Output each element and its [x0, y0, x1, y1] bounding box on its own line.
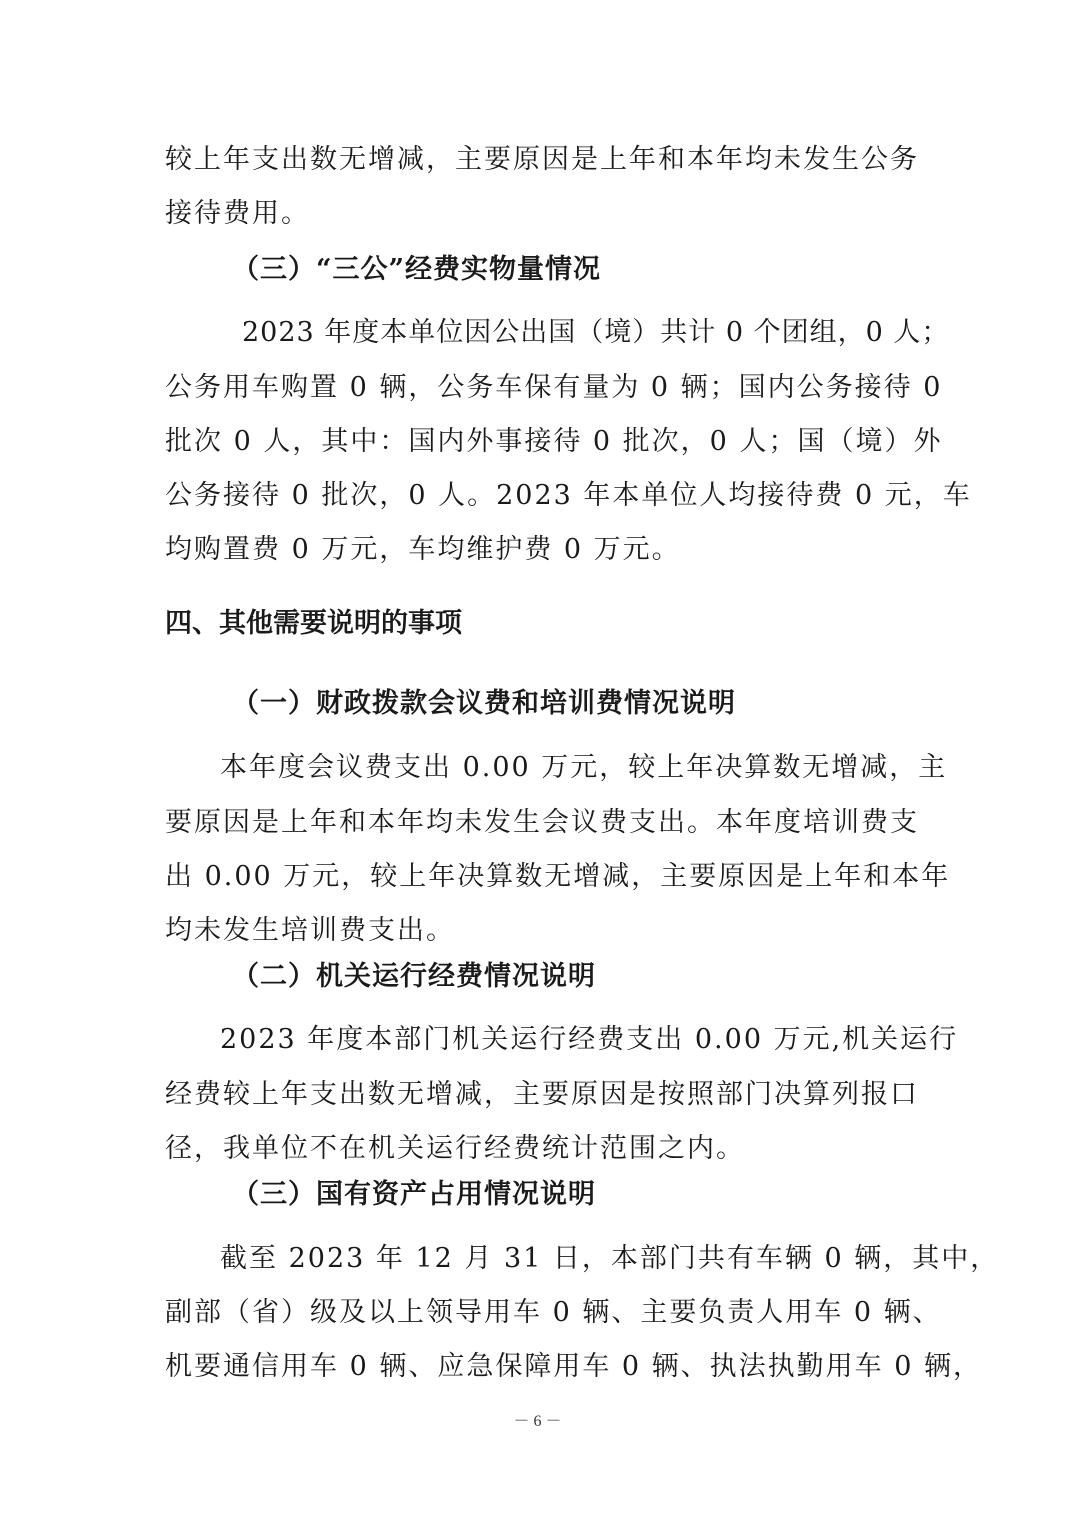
subsection-heading-meeting-training: （一）财政拨款会议费和培训费情况说明	[232, 688, 736, 719]
paragraph-line: 径，我单位不在机关运行经费统计范围之内。	[165, 1133, 745, 1164]
subsection-heading-three-public: （三）“三公”经费实物量情况	[232, 254, 602, 285]
paragraph-line: 2023 年度本单位因公出国（境）共计 0 个团组，0 人；	[242, 317, 950, 348]
paragraph-line: 副部（省）级及以上领导用车 0 辆、主要负责人用车 0 辆、	[165, 1297, 942, 1328]
paragraph-line: 要原因是上年和本年均未发生会议费支出。本年度培训费支	[165, 807, 919, 838]
paragraph-line: 均未发生培训费支出。	[165, 915, 455, 946]
paragraph-line: 机要通信用车 0 辆、应急保障用车 0 辆、执法执勤用车 0 辆，	[165, 1351, 983, 1382]
paragraph-line: 较上年支出数无增减，主要原因是上年和本年均未发生公务	[165, 144, 919, 175]
paragraph-line: 经费较上年支出数无增减，主要原因是按照部门决算列报口	[165, 1079, 919, 1110]
subsection-heading-operating-expenses: （二）机关运行经费情况说明	[232, 961, 596, 992]
page-number: － 6 －	[513, 1413, 562, 1430]
paragraph-line: 公务接待 0 批次，0 人。2023 年本单位人均接待费 0 元，车	[165, 480, 972, 511]
paragraph-line: 本年度会议费支出 0.00 万元，较上年决算数无增减，主	[220, 752, 948, 783]
paragraph-line: 公务用车购置 0 辆，公务车保有量为 0 辆；国内公务接待 0	[165, 372, 943, 403]
paragraph-line: 批次 0 人，其中：国内外事接待 0 批次，0 人；国（境）外	[165, 426, 943, 457]
paragraph-line: 2023 年度本部门机关运行经费支出 0.00 万元,机关运行	[220, 1024, 959, 1055]
paragraph-line: 接待费用。	[165, 198, 310, 229]
paragraph-line: 均购置费 0 万元，车均维护费 0 万元。	[165, 534, 681, 565]
paragraph-line: 截至 2023 年 12 月 31 日，本部门共有车辆 0 辆，其中，	[220, 1243, 1000, 1274]
subsection-heading-state-assets: （三）国有资产占用情况说明	[232, 1179, 596, 1210]
paragraph-line: 出 0.00 万元，较上年决算数无增减，主要原因是上年和本年	[165, 861, 951, 892]
section-heading-other-matters: 四、其他需要说明的事项	[165, 608, 462, 639]
